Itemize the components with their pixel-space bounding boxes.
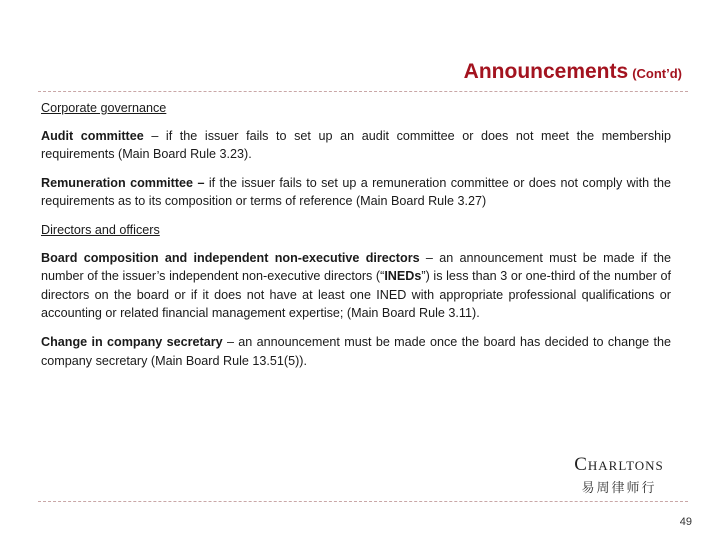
bottom-divider [38,501,688,502]
term-remuneration-committee: Remuneration committee – [41,175,205,190]
logo-name: Charltons [574,454,664,475]
term-audit-committee: Audit committee [41,128,144,143]
charltons-logo [556,454,682,496]
paragraph-company-secretary [41,333,671,370]
top-divider [38,91,688,92]
title-main: Announcements [463,60,629,83]
logo-chinese: 易周律师行 [581,481,657,496]
text-board-composition-b: ”) is less than 3 or one-third of the number of directors on the board or if it does not have at least one INED with appropriate professional qualifications or accounting or related financial management expertise; (Main Board Rule 3.11). [41,269,671,321]
slide-title [464,60,682,84]
section-heading-corporate-governance: Corporate governance [41,101,167,115]
slide-body [41,99,671,380]
paragraph-board-composition [41,249,671,323]
term-company-secretary: Change in company secretary [41,334,223,349]
term-board-composition: Board composition and independent non-executive directors [41,250,420,265]
page-number: 49 [679,516,692,528]
text-remuneration-committee: if the issuer fails to set up a remuneration committee or does not comply with the requirements as to its composition or terms of reference (Main Board Rule 3.27) [41,175,671,209]
paragraph-audit-committee [41,127,671,164]
text-audit-committee: – if the issuer fails to set up an audit committee or does not meet the membership requirements (Main Board Rule 3.23). [41,128,671,162]
text-company-secretary: – an announcement must be made once the board has decided to change the company secretary (Main Board Rule 13.51(5)). [41,334,671,368]
section-heading-directors: Directors and officers [41,222,160,237]
title-subtitle: (Cont’d) [632,66,682,81]
text-board-composition-a: – an announcement must be made if the number of the issuer’s independent non-executive directors (“ [41,250,671,284]
paragraph-remuneration-committee [41,174,671,211]
term-ineds: INEDs [384,269,422,284]
